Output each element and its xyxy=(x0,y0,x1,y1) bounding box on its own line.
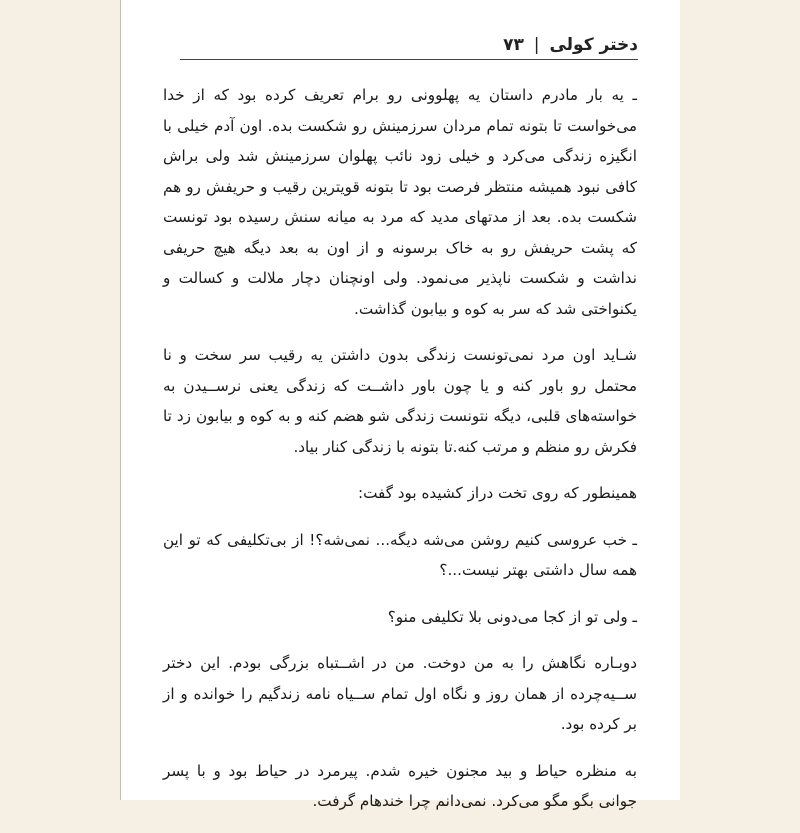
paragraph: ـ خب عروسی کنیم روشن می‌شه دیگه... نمی‌شه؟! از بی‌تکلیفی که تو این همه سال داشتی بهتر نیست...؟ xyxy=(163,530,637,579)
paragraph: همینطور که روی تخت دراز کشیده بود گفت: xyxy=(358,484,637,502)
page-body xyxy=(163,80,637,833)
page-header xyxy=(180,33,638,60)
paragraph: به منظره حیاط و بید مجنون خیره شدم. پیرمرد در حیاط بود و با پسر جوانی بگو مگو می‌کرد. نمی‌دانم چرا خندهام گرفت. xyxy=(163,761,637,810)
paragraph: شـاید اون مرد نمی‌تونست زندگی بدون داشتن یه رقیب سر سخت و نا محتمل رو باور کنه و یا چون باور داشــت که زندگی یعنی نرســیدن به خواسته‌های قلبی، دیگه نتونست زندگی شو هضم کنه و به کوه و بیابون زد تا فکرش رو منظم و مرتب کنه.تا بتونه با زندگی کنار بیاد. xyxy=(163,346,637,456)
header-separator: | xyxy=(533,35,540,55)
paragraph: دوبـاره نگاهش را به من دوخت. من در اشــتباه بزرگی بودم. این دختر ســیه‌چرده از همان روز و نگاه اول تمام ســیاه نامه زندگیم را خوانده و از بر کرده بود. xyxy=(163,654,637,733)
page-number: ۷۳ xyxy=(503,35,524,55)
page-edge-line xyxy=(120,0,121,800)
paragraph: ـ یه بار مادرم داستان یه پهلوونی رو برام تعریف کرده بود که از خدا می‌خواست تا بتونه تمام مردان سرزمینش رو شکست بده. اون آدم خیلی با انگیزه زندگی می‌کرد و خیلی زود نائب پهلوان سرزمینش شد ولی براش کافی نبود همیشه منتظر فرصت بود تا بتونه قویترین رقیب و حریفش رو هم شکست بده. بعد از مدتهای مدید که مرد به میانه سنش رسیده بود تونست که پشت حریفش رو به خاک برسونه و از اون به بعد دیگه هیچ حریفی نداشت و شکست ناپذیر می‌نمود. ولی اونچنان دچار ملالت و کسالت و یکنواختی شد که سر به کوه و بیابون گذاشت. xyxy=(163,86,637,318)
book-title: دختر کولی xyxy=(549,35,638,55)
paragraph: ـ ولی تو از کجا می‌دونی بلا تکلیفی منو؟ xyxy=(387,607,637,626)
